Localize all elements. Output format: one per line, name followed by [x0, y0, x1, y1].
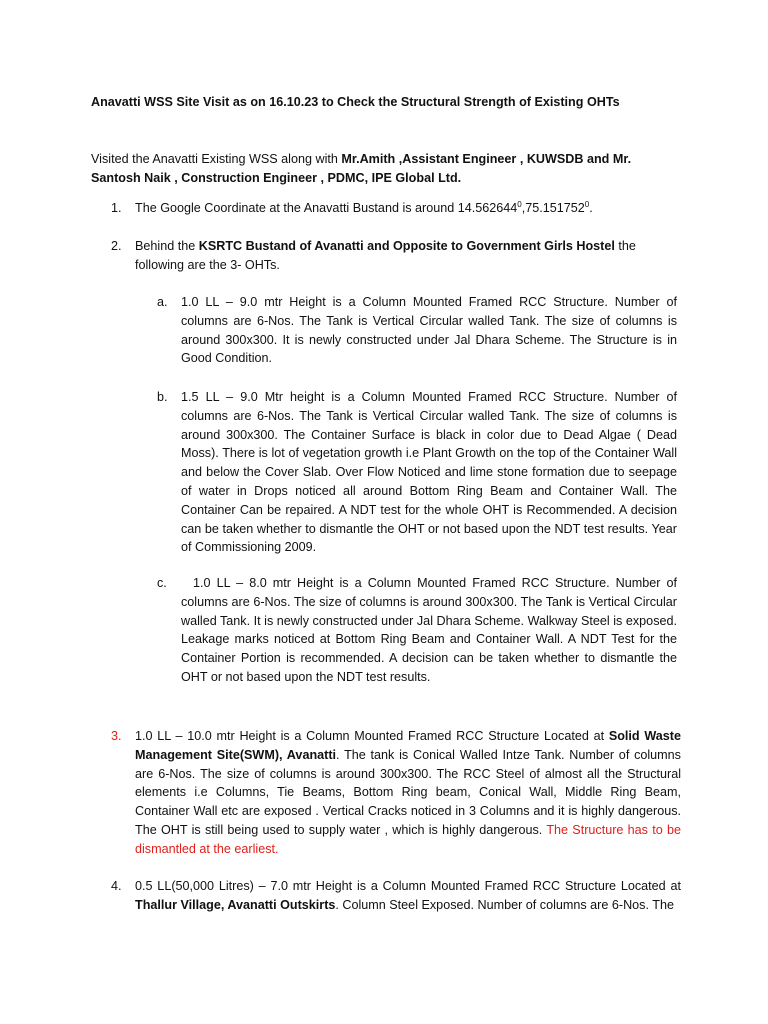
degree-mark: 0 [517, 199, 522, 209]
item-text: 0.5 LL(50,000 Litres) – 7.0 mtr Height is a Column Mounted Framed RCC Structure Located at [135, 879, 681, 893]
sub-item-c [157, 574, 677, 687]
intro-attendees: Mr.Amith ,Assistant Engineer , KUWSDB and Mr. Santosh Naik , Construction Engineer , PDMC, IPE Global Ltd. [91, 152, 632, 185]
list-item-4 [111, 877, 681, 915]
coordinate-end: . [589, 201, 593, 215]
sub-item-letter: c. [157, 576, 167, 590]
item-text: Behind the [135, 239, 199, 253]
item-text: 1.0 LL – 10.0 mtr Height is a Column Mounted Framed RCC Structure Located at [135, 729, 609, 743]
item-bold-location: Solid Waste Management Site(SWM), Avanatti [135, 729, 681, 762]
sub-item-b [157, 388, 677, 557]
degree-mark-2: 0 [584, 199, 590, 209]
item-description: . The tank is Conical Walled Intze Tank. Number of columns are 6-Nos. The size of columns is around 300x300. The RCC Steel of almost all the Structural elements i.e Columns, Tie Beams, Bottom Ring beam, Conical Wall, Middle Ring Beam, Container Wall etc are exposed . Vertical Cracks noticed in 3 Columns and it is highly dangerous. The OHT is still being used to supply water , which is highly dangerous. [135, 747, 681, 837]
sub-item-letter: a. [157, 295, 168, 309]
item-text-end: the following are the 3- OHTs. [135, 239, 636, 272]
sub-item-text: 1.0 LL – 8.0 mtr Height is a Column Mounted Framed RCC Structure. Number of columns are 6-Nos. The size of columns is around 300x300. The Tank is Vertical Circular walled Tank. It is newly constructed under Jal Dhara Scheme. Walkway Steel is exposed. Leakage marks noticed at Bottom Ring Beam and Container Wall. A NDT Test for the Container Portion is recommended. A decision can be taken whether to dismantle the OHT or not based upon the NDT test results. [181, 576, 677, 684]
list-item-2 [111, 237, 681, 275]
coordinate-text: The Google Coordinate at the Anavatti Bustand is around 14.562644 [135, 201, 518, 215]
list-item-number: 3. [111, 729, 122, 743]
warning-text: The Structure has to be dismantled at the earliest. [135, 822, 682, 856]
item-bold-location: KSRTC Bustand of Avanatti and Opposite to Government Girls Hostel [198, 239, 615, 253]
sub-item-text: 1.5 LL – 9.0 Mtr height is a Column Mounted Framed RCC Structure. Number of columns are 6-Nos. The Tank is Vertical Circular walled Tank. The size of columns is around 300x300. The Container Surface is black in color due to Dead Algae ( Dead Moss). There is lot of vegetation growth i.e Plant Growth on the top of the Container Wall and below the Cover Slab. Over Flow Noticed and lime stone formation due to seepage of water in Drops noticed all around Bottom Ring Beam and Container Wall. The Container Can be repaired. A NDT test for the whole OHT is Recommended. A decision can be taken whether to dismantle the OHT or not based upon the NDT test results. Year of Commissioning 2009. [181, 390, 677, 555]
intro-paragraph [91, 150, 681, 188]
document-title: Anavatti WSS Site Visit as on 16.10.23 to Check the Structural Strength of Existing OHTs [91, 95, 620, 109]
list-item-number: 2. [111, 239, 122, 253]
sub-item-text: 1.0 LL – 9.0 mtr Height is a Column Mounted Framed RCC Structure. Number of columns are 6-Nos. The Tank is Vertical Circular walled Tank. The size of columns is around 300x300. It is newly constructed under Jal Dhara Scheme. The Structure is in Good Condition. [181, 295, 677, 366]
list-item-1 [111, 199, 681, 218]
list-item-3 [111, 727, 682, 859]
sub-item-a [157, 293, 677, 368]
list-item-number: 1. [111, 201, 122, 215]
item-bold-location: Thallur Village, Avanatti Outskirts [135, 897, 336, 912]
list-item-number: 4. [111, 879, 122, 893]
item-text-end: . Column Steel Exposed. Number of columns are 6-Nos. The [335, 897, 674, 912]
coordinate-text-2: ,75.151752 [521, 201, 585, 215]
intro-prefix: Visited the Anavatti Existing WSS along with [91, 152, 342, 166]
sub-item-letter: b. [157, 390, 168, 404]
